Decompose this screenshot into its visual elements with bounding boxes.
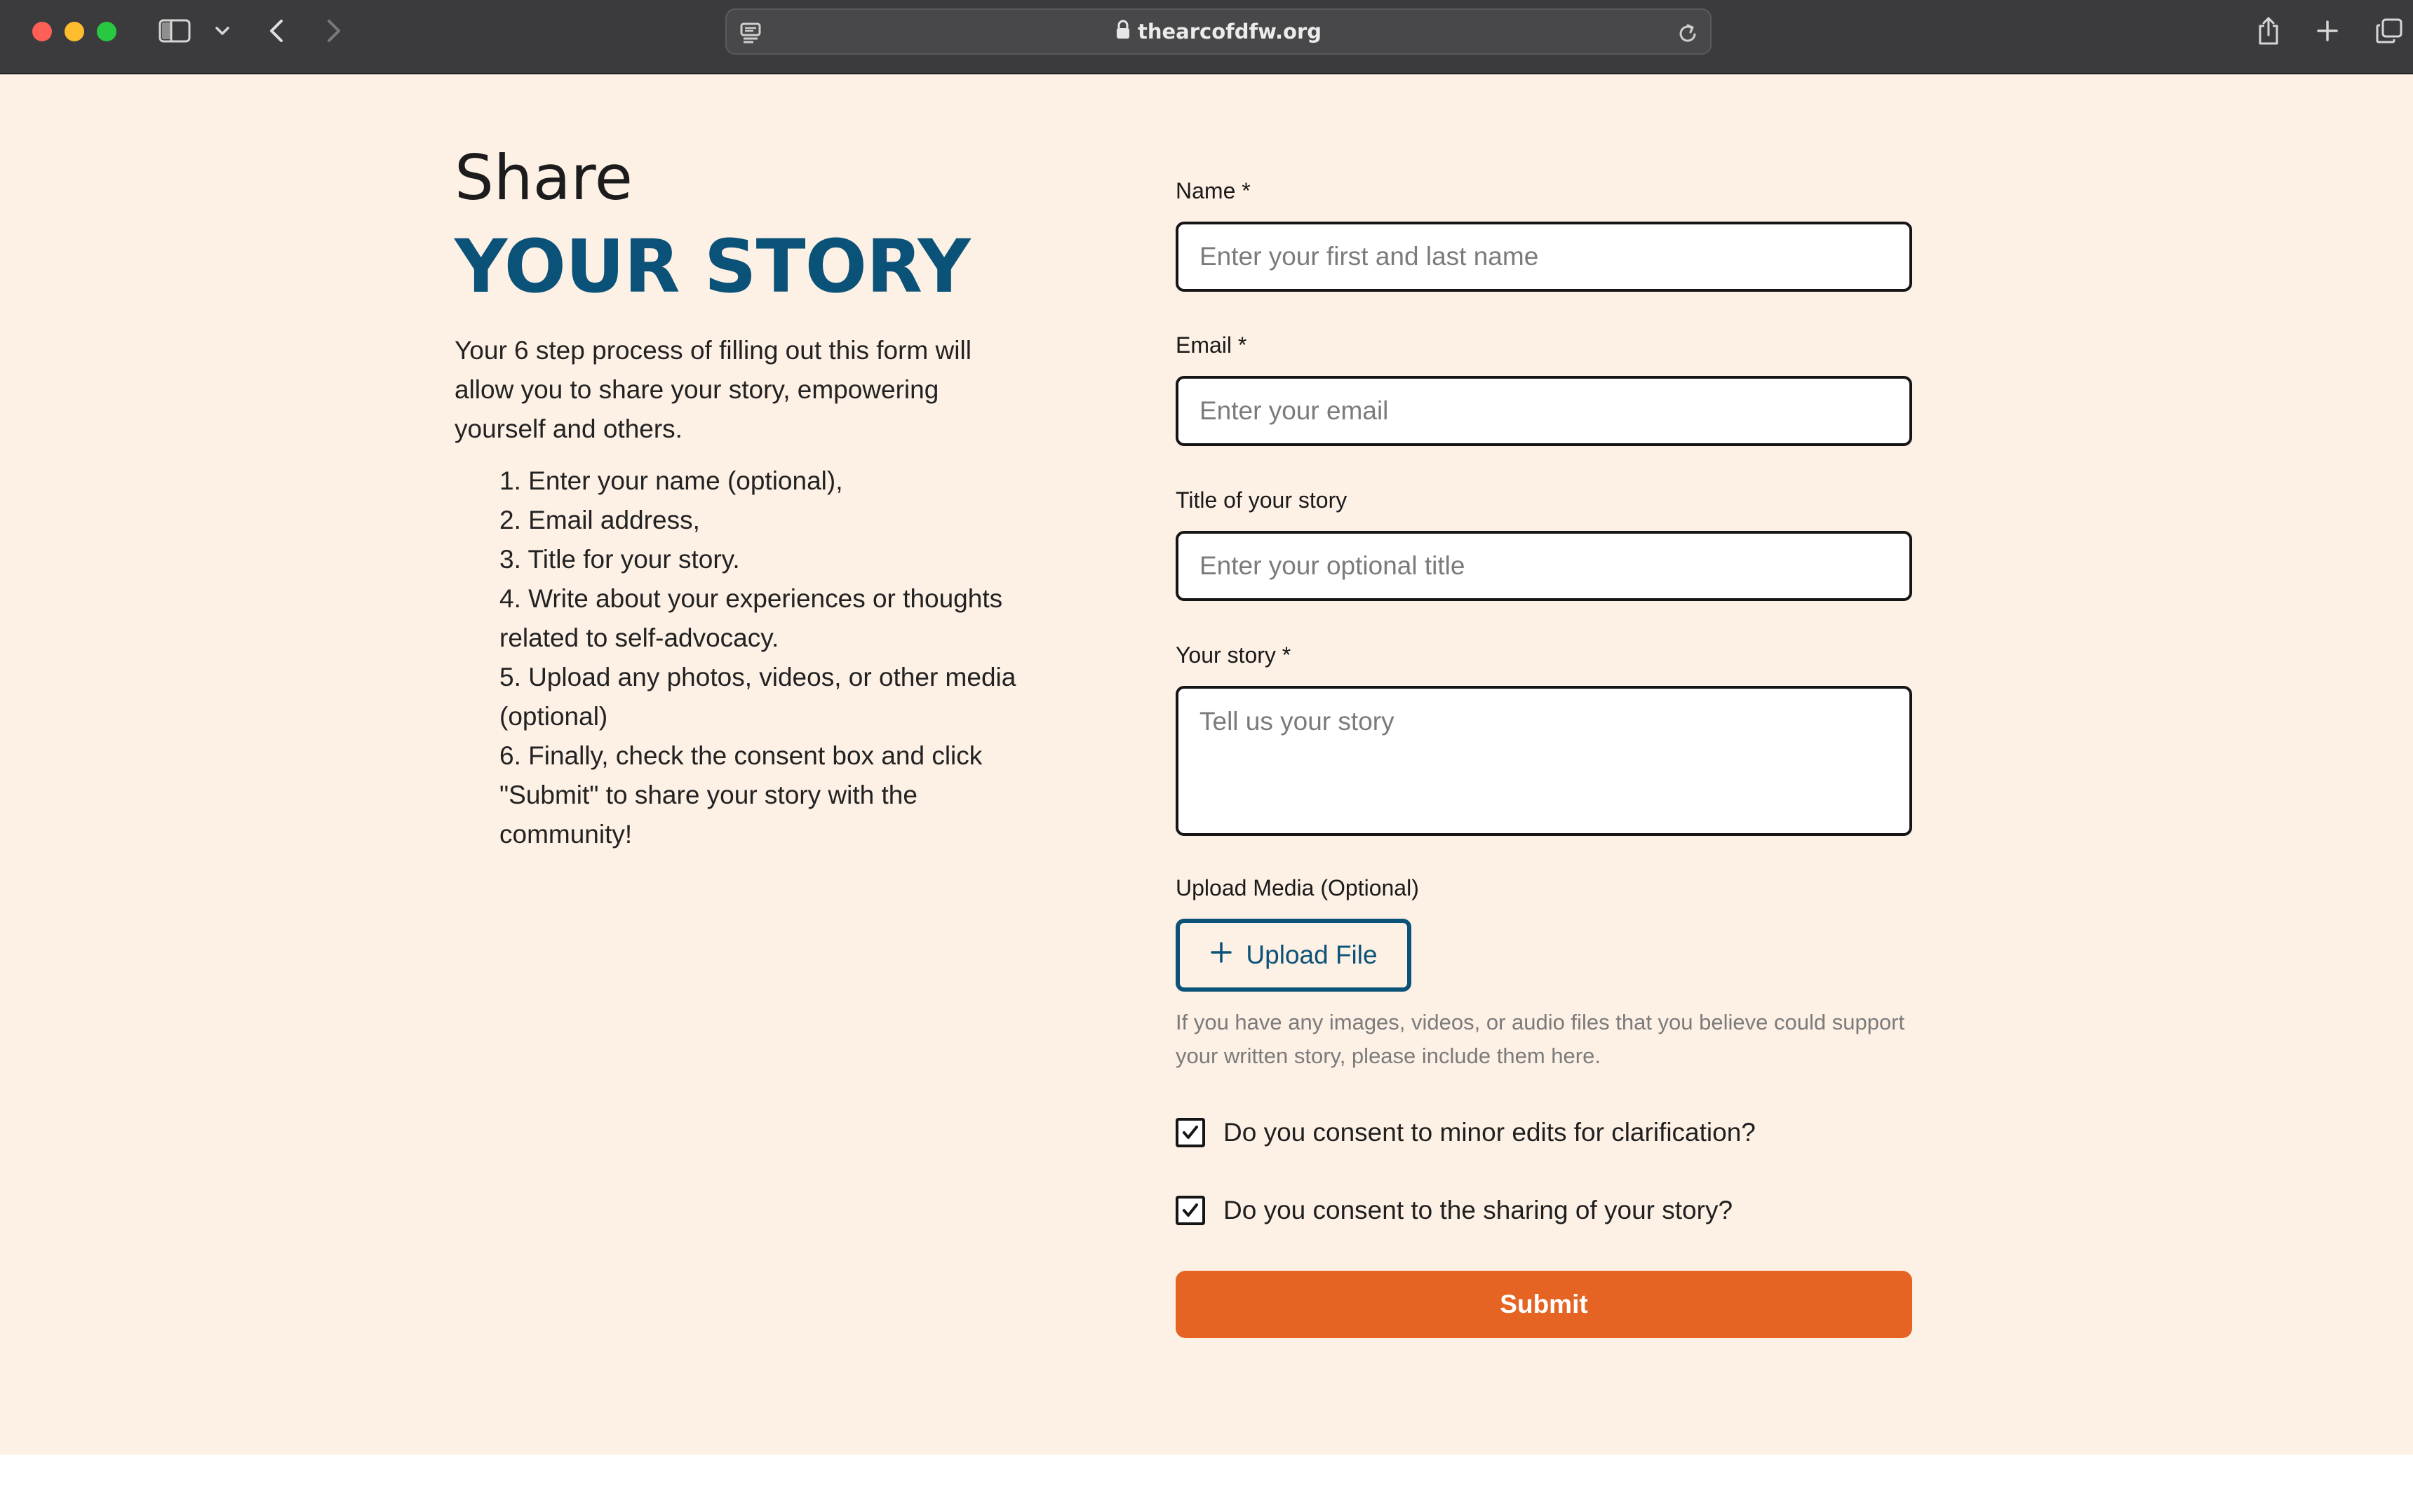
consent-sharing-label: Do you consent to the sharing of your story?: [1223, 1196, 1733, 1224]
title-share: Share: [455, 142, 633, 214]
plus-icon: [1209, 940, 1233, 971]
title-your-story: YOUR STORY: [455, 224, 970, 309]
step-item: 6. Finally, check the consent box and click "Submit" to share your story with the community!: [499, 741, 983, 849]
name-label: Name *: [1176, 178, 1251, 203]
upload-media-label: Upload Media (Optional): [1176, 875, 1419, 900]
story-title-label: Title of your story: [1176, 487, 1347, 513]
chevron-down-icon[interactable]: [212, 13, 233, 49]
story-textarea[interactable]: [1176, 686, 1912, 836]
minimize-window-button[interactable]: [65, 22, 84, 41]
reload-icon[interactable]: [1676, 21, 1699, 48]
consent-sharing-checkbox[interactable]: [1176, 1196, 1205, 1225]
upload-file-button[interactable]: [1176, 919, 1411, 992]
share-icon[interactable]: [2254, 13, 2283, 49]
submit-button[interactable]: Submit: [1176, 1271, 1912, 1338]
zoom-window-button[interactable]: [97, 22, 116, 41]
back-arrow-icon[interactable]: [262, 13, 290, 49]
url-text: thearcofdfw.org: [1137, 20, 1322, 43]
step-item: 1. Enter your name (optional),: [499, 466, 843, 495]
step-item: 3. Title for your story.: [499, 545, 740, 574]
upload-help-text: If you have any images, videos, or audio files that you believe could support your written story, please include them here.: [1176, 1010, 1905, 1068]
step-item: 5. Upload any photos, videos, or other media (optional): [499, 663, 1016, 731]
consent-sharing-row[interactable]: [1176, 1196, 1733, 1225]
new-tab-icon[interactable]: [2313, 13, 2341, 49]
address-bar[interactable]: [725, 8, 1712, 55]
page-footer-area: [0, 1454, 2413, 1512]
consent-edits-row[interactable]: [1176, 1118, 1756, 1147]
name-input[interactable]: [1176, 222, 1912, 292]
steps-list: [499, 461, 1019, 854]
consent-edits-label: Do you consent to minor edits for clarification?: [1223, 1118, 1756, 1147]
step-item: 4. Write about your experiences or thoughts related to self-advocacy.: [499, 584, 1003, 652]
email-input[interactable]: [1176, 376, 1912, 446]
browser-toolbar: [0, 0, 2413, 74]
step-item: 2. Email address,: [499, 506, 700, 534]
intro-text: Your 6 step process of filling out this form will allow you to share your story, empowering yourself and others.: [455, 336, 972, 443]
lock-icon: [1115, 20, 1131, 44]
story-label: Your story *: [1176, 642, 1291, 668]
close-window-button[interactable]: [32, 22, 52, 41]
story-title-input[interactable]: [1176, 531, 1912, 601]
upload-file-label: Upload File: [1246, 940, 1378, 969]
reader-icon[interactable]: [739, 21, 762, 47]
email-label: Email *: [1176, 332, 1247, 358]
tab-overview-icon[interactable]: [2374, 13, 2405, 49]
consent-edits-checkbox[interactable]: [1176, 1118, 1205, 1147]
forward-arrow-icon[interactable]: [320, 13, 348, 49]
sidebar-icon[interactable]: [156, 13, 194, 49]
